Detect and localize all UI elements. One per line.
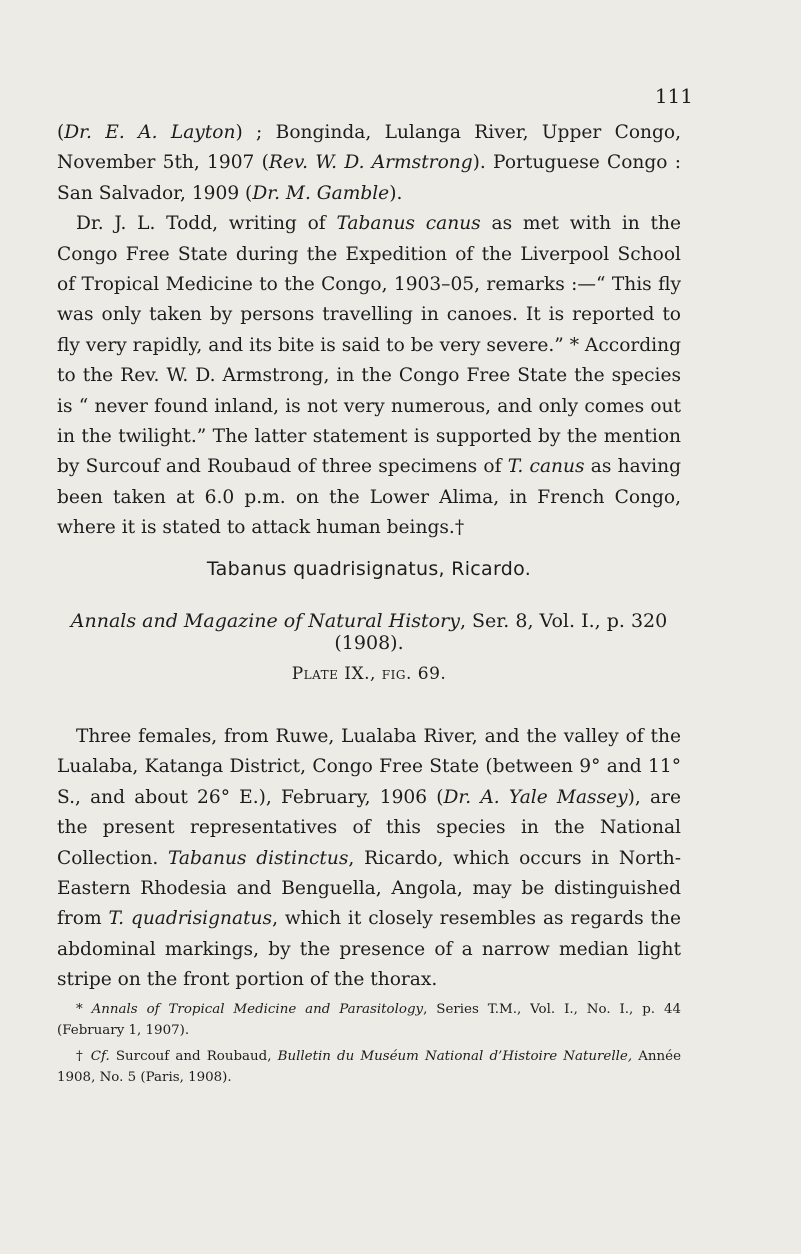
collector-name: Dr. M. Gamble: [252, 182, 390, 204]
species-name: T. quadrisignatus: [108, 908, 273, 930]
text-run: (: [57, 122, 65, 143]
page-number: 111: [654, 84, 693, 108]
body-text-bottom: [57, 722, 681, 996]
citation-details: , Ser. 8, Vol. I., p. 320 (1908).: [334, 610, 668, 654]
footnote-mark: *: [76, 1002, 92, 1017]
text-run: as met with in the Congo Free State during the Expedition of the Liverpool School of Tropical Medicine to the Congo, 1903–05, remarks :—“ This fly was only taken by persons travelling in canoes. It is reported to fly very rapidly, and its bite is said to be very severe.” * According to the Rev. W. D. Armstrong, in the Congo Free State the species is “ never found inland, is not very numerous, and only comes out in the twilight.” The latter statement is supported by the mention by Surcouf and Roubaud of three specimens of: [57, 213, 681, 478]
collector-name: Rev. W. D. Armstrong: [268, 152, 473, 174]
citation-journal: Annals and Magazine of Natural History: [70, 610, 460, 632]
text-run: , Ricardo, which occurs in North-Eastern Rhodesia and Benguella, Angola, may be distinguished from: [57, 847, 681, 930]
text-run: Three females, from Ruwe, Lualaba River, and the valley of the Lualaba, Katanga District, Congo Free State (between 9° and 11° S., and about 26° E.), February, 1906 (: [57, 726, 681, 808]
text-run: as having been taken at 6.0 p.m. on the Lower Alima, in French Congo, where it is stated to attack human beings.†: [57, 456, 681, 539]
footnote-cf: Cf.: [90, 1049, 110, 1064]
footnote-details: Année 1908, No. 5 (Paris, 1908).: [57, 1049, 682, 1085]
text-run: ). Portuguese Congo : San Salvador, 1909 (: [57, 152, 682, 204]
species-name: Tabanus distinctus: [167, 847, 349, 869]
text-run: ).: [389, 182, 403, 204]
body-text-top: [57, 118, 681, 544]
species-citation: [57, 610, 681, 654]
plate-reference: [57, 664, 681, 684]
species-name: Tabanus canus: [336, 213, 481, 235]
footnote-1: [57, 1000, 681, 1041]
plate-label: Plate IX., fig. 69.: [291, 664, 447, 684]
paragraph-specimens: [57, 722, 681, 996]
text-run: , which it closely resembles as regards the abdominal markings, by the presence of a narrow median light stripe on the front portion of the thorax.: [57, 908, 681, 991]
species-name: T. canus: [507, 456, 585, 478]
text-run: ), are the present representatives of this species in the National Collection.: [57, 786, 681, 869]
collector-name: Dr. E. A. Layton: [64, 122, 236, 143]
paragraph-localities: [57, 118, 681, 209]
footnote-2: [57, 1047, 681, 1088]
text-run: Dr. J. L. Todd, writing of: [76, 213, 337, 235]
footnotes: [57, 1000, 681, 1094]
footnote-journal: Annals of Tropical Medicine and Parasitology: [91, 1002, 424, 1017]
paragraph-todd-remarks: [57, 209, 681, 543]
footnote-authors: Surcouf and Roubaud,: [109, 1049, 278, 1064]
footnote-mark: †: [76, 1049, 91, 1064]
collector-name: Dr. A. Yale Massey: [443, 786, 628, 808]
species-heading: Tabanus quadrisignatus, Ricardo.: [206, 558, 532, 580]
footnote-details: , Series T.M., Vol. I., No. I., p. 44 (February 1, 1907).: [57, 1002, 681, 1038]
text-run: ) ; Bonginda, Lulanga River, Upper Congo, November 5th, 1907 (: [57, 122, 682, 174]
footnote-journal: Bulletin du Muséum National d’Histoire Naturelle,: [277, 1049, 633, 1064]
